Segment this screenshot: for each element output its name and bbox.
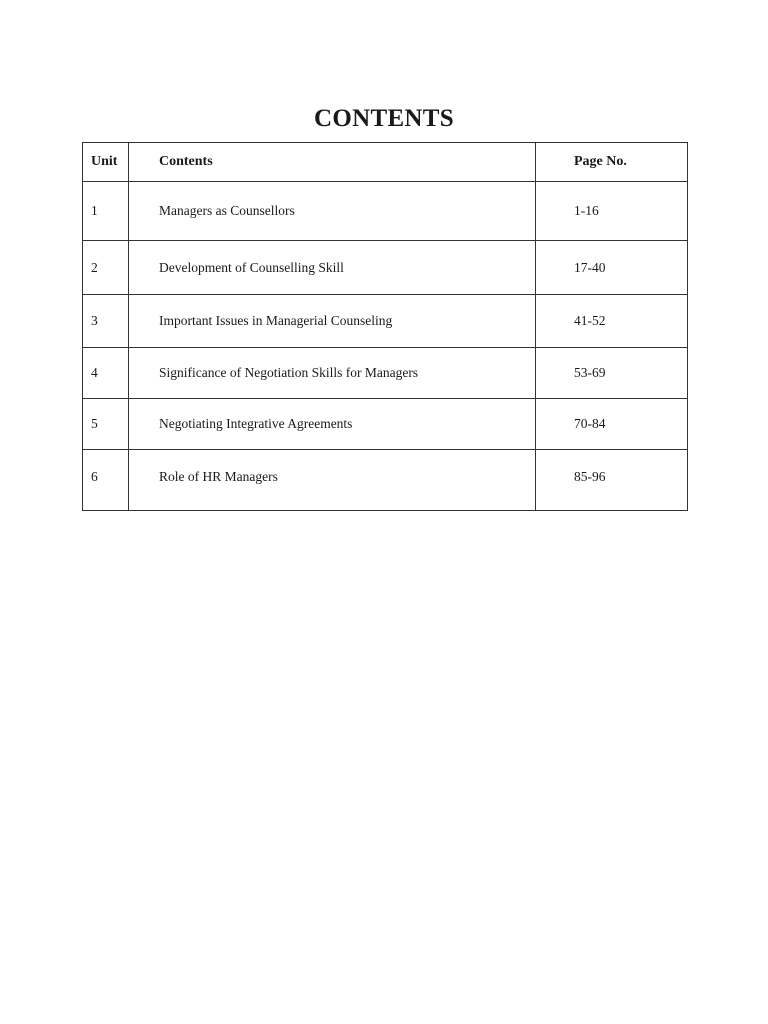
table-row [83,399,688,450]
table-row [83,450,688,511]
unit-number: 2 [83,241,129,295]
unit-title: Role of HR Managers [129,450,536,511]
table-row [83,182,688,241]
unit-number: 6 [83,450,129,511]
header-page-no: Page No. [536,143,688,182]
page-range: 17-40 [536,241,688,295]
unit-number: 3 [83,295,129,348]
page-range: 1-16 [536,182,688,241]
unit-title: Significance of Negotiation Skills for Managers [129,348,536,399]
unit-number: 4 [83,348,129,399]
contents-table [82,142,688,511]
header-contents: Contents [129,143,536,182]
page-range: 85-96 [536,450,688,511]
unit-number: 1 [83,182,129,241]
page-title: CONTENTS [314,105,454,132]
page-range: 41-52 [536,295,688,348]
page-range: 70-84 [536,399,688,450]
table-row [83,348,688,399]
unit-title: Negotiating Integrative Agreements [129,399,536,450]
unit-title: Development of Counselling Skill [129,241,536,295]
unit-title: Important Issues in Managerial Counseling [129,295,536,348]
page-range: 53-69 [536,348,688,399]
table-row [83,295,688,348]
header-unit: Unit [83,143,129,182]
table-row [83,241,688,295]
unit-number: 5 [83,399,129,450]
unit-title: Managers as Counsellors [129,182,536,241]
table-header-row [83,143,688,182]
